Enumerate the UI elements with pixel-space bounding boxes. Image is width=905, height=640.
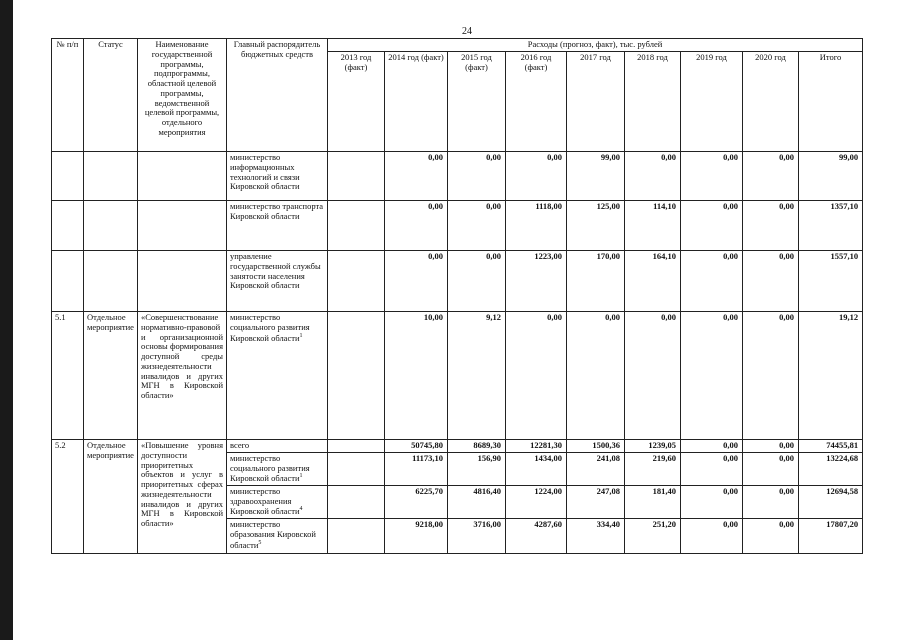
cell-manager-footnote: 5 [258, 539, 262, 546]
row-1-value-1: 0,00 [385, 201, 448, 251]
row52-3-value-1: 9218,00 [385, 519, 448, 554]
cell-num: 5.2 [52, 440, 84, 554]
row52-3-value-6: 0,00 [681, 519, 743, 554]
row52-2-value-6: 0,00 [681, 485, 743, 518]
row52-2-value-7: 0,00 [743, 485, 799, 518]
row52-2-value-4: 247,08 [567, 485, 625, 518]
cell-status: Отдельное мероприятие [84, 440, 138, 554]
row52-1-value-1: 11173,10 [385, 452, 448, 485]
row-2-value-5: 164,10 [625, 251, 681, 312]
header-year-4: 2017 год [567, 51, 625, 151]
row-0-value-4: 99,00 [567, 152, 625, 201]
row52-3-value-0 [328, 519, 385, 554]
row52-3-value-3: 4287,60 [506, 519, 567, 554]
row52-1-value-8: 13224,68 [799, 452, 863, 485]
row-0-value-0 [328, 152, 385, 201]
row52-3-value-2: 3716,00 [448, 519, 506, 554]
row-1-value-2: 0,00 [448, 201, 506, 251]
scan-edge-bar [0, 0, 13, 640]
row52-1-value-7: 0,00 [743, 452, 799, 485]
row52-0-value-4: 1500,36 [567, 440, 625, 453]
row52-1-value-5: 219,60 [625, 452, 681, 485]
cell-manager [227, 485, 328, 518]
row52-0-value-1: 50745,80 [385, 440, 448, 453]
row52-2-value-5: 181,40 [625, 485, 681, 518]
header-year-0: 2013 год (факт) [328, 51, 385, 151]
row-0-value-3: 0,00 [506, 152, 567, 201]
cell-name: «Совершенствование нормативно-правовой и организационной основы формирования доступной среды жизнедеятельности инвалидов и других МГН в Кировской области» [138, 312, 227, 440]
row52-3-value-5: 251,20 [625, 519, 681, 554]
cell-manager [227, 519, 328, 554]
cell-name: «Повышение уровня доступности приоритетных объектов и услуг в приоритетных сферах жизнедеятельности инвалидов и других МГН в Кировской области» [138, 440, 227, 554]
row52-0-value-0 [328, 440, 385, 453]
table-row [52, 251, 863, 312]
row52-1-value-2: 156,90 [448, 452, 506, 485]
row51-value-7: 0,00 [743, 312, 799, 440]
cell-manager-footnote: 1 [299, 473, 303, 480]
header-year-3: 2016 год (факт) [506, 51, 567, 151]
cell-status-empty [84, 152, 138, 201]
row51-value-1: 10,00 [385, 312, 448, 440]
cell-name-empty [138, 152, 227, 201]
cell-num-empty [52, 251, 84, 312]
row51-value-4: 0,00 [567, 312, 625, 440]
row51-value-0 [328, 312, 385, 440]
row52-3-value-4: 334,40 [567, 519, 625, 554]
row-2-value-6: 0,00 [681, 251, 743, 312]
header-status: Статус [84, 39, 138, 152]
row52-1-value-4: 241,08 [567, 452, 625, 485]
row51-value-8: 19,12 [799, 312, 863, 440]
cell-num-empty [52, 201, 84, 251]
cell-num-empty [52, 152, 84, 201]
row-2-value-1: 0,00 [385, 251, 448, 312]
cell-status-empty [84, 251, 138, 312]
row52-2-value-8: 12694,58 [799, 485, 863, 518]
cell-manager-text: министерство социального развития Кировской области [230, 452, 310, 484]
cell-name-empty [138, 201, 227, 251]
row-1-value-6: 0,00 [681, 201, 743, 251]
row-0-value-7: 0,00 [743, 152, 799, 201]
row51-value-3: 0,00 [506, 312, 567, 440]
row52-1-value-3: 1434,00 [506, 452, 567, 485]
cell-manager-text: министерство социального развития Кировской области [230, 312, 310, 343]
cell-num: 5.1 [52, 312, 84, 440]
row-0-value-1: 0,00 [385, 152, 448, 201]
cell-manager [227, 440, 328, 453]
row-1-value-5: 114,10 [625, 201, 681, 251]
row-2-value-8: 1557,10 [799, 251, 863, 312]
cell-manager [227, 452, 328, 485]
table-row [52, 152, 863, 201]
row-2-value-4: 170,00 [567, 251, 625, 312]
cell-manager-text: министерство здравоохранения Кировской области [230, 485, 300, 517]
table-row [52, 201, 863, 251]
row-2-value-7: 0,00 [743, 251, 799, 312]
row52-0-value-2: 8689,30 [448, 440, 506, 453]
row52-0-value-3: 12281,30 [506, 440, 567, 453]
table-row [52, 440, 863, 453]
row-0-value-8: 99,00 [799, 152, 863, 201]
row-2-value-3: 1223,00 [506, 251, 567, 312]
row-1-value-7: 0,00 [743, 201, 799, 251]
header-expenses: Расходы (прогноз, факт), тыс. рублей [328, 39, 863, 52]
page-number: 24 [462, 26, 472, 37]
row-0-value-2: 0,00 [448, 152, 506, 201]
table-body [52, 152, 863, 554]
cell-manager-text: всего [230, 440, 250, 450]
cell-status: Отдельное мероприятие [84, 312, 138, 440]
row-1-value-4: 125,00 [567, 201, 625, 251]
row-1-value-0 [328, 201, 385, 251]
header-name: Наименование государственной программы, подпрограммы, областной целевой программы, ведомственной целевой программы, отдельного мероприятия [138, 39, 227, 152]
header-year-8: Итого [799, 51, 863, 151]
row51-value-5: 0,00 [625, 312, 681, 440]
row51-value-6: 0,00 [681, 312, 743, 440]
header-year-1: 2014 год (факт) [385, 51, 448, 151]
row52-3-value-7: 0,00 [743, 519, 799, 554]
cell-manager: министерство информационных технологий и связи Кировской области [227, 152, 328, 201]
cell-status-empty [84, 201, 138, 251]
header-year-2: 2015 год (факт) [448, 51, 506, 151]
row52-2-value-0 [328, 485, 385, 518]
row52-0-value-8: 74455,81 [799, 440, 863, 453]
cell-manager-footnote: 4 [299, 506, 303, 513]
row-2-value-0 [328, 251, 385, 312]
cell-manager-text: министерство образования Кировской области [230, 519, 316, 550]
row51-value-2: 9,12 [448, 312, 506, 440]
row-1-value-3: 1118,00 [506, 201, 567, 251]
row52-3-value-8: 17807,20 [799, 519, 863, 554]
row52-2-value-2: 4816,40 [448, 485, 506, 518]
header-manager: Главный распорядитель бюджетных средств [227, 39, 328, 152]
cell-manager-footnote: 1 [299, 332, 303, 339]
header-year-7: 2020 год [743, 51, 799, 151]
row-2-value-2: 0,00 [448, 251, 506, 312]
expenses-table [51, 38, 863, 554]
cell-manager [227, 312, 328, 440]
row-0-value-5: 0,00 [625, 152, 681, 201]
row52-2-value-3: 1224,00 [506, 485, 567, 518]
row52-0-value-6: 0,00 [681, 440, 743, 453]
row52-1-value-0 [328, 452, 385, 485]
header-num: № п/п [52, 39, 84, 152]
header-year-5: 2018 год [625, 51, 681, 151]
header-year-6: 2019 год [681, 51, 743, 151]
cell-name-empty [138, 251, 227, 312]
row52-1-value-6: 0,00 [681, 452, 743, 485]
row52-2-value-1: 6225,70 [385, 485, 448, 518]
cell-manager: министерство транспорта Кировской области [227, 201, 328, 251]
table-row [52, 312, 863, 440]
cell-manager: управление государственной службы занятости населения Кировской области [227, 251, 328, 312]
row-0-value-6: 0,00 [681, 152, 743, 201]
row52-0-value-5: 1239,05 [625, 440, 681, 453]
row52-0-value-7: 0,00 [743, 440, 799, 453]
row-1-value-8: 1357,10 [799, 201, 863, 251]
